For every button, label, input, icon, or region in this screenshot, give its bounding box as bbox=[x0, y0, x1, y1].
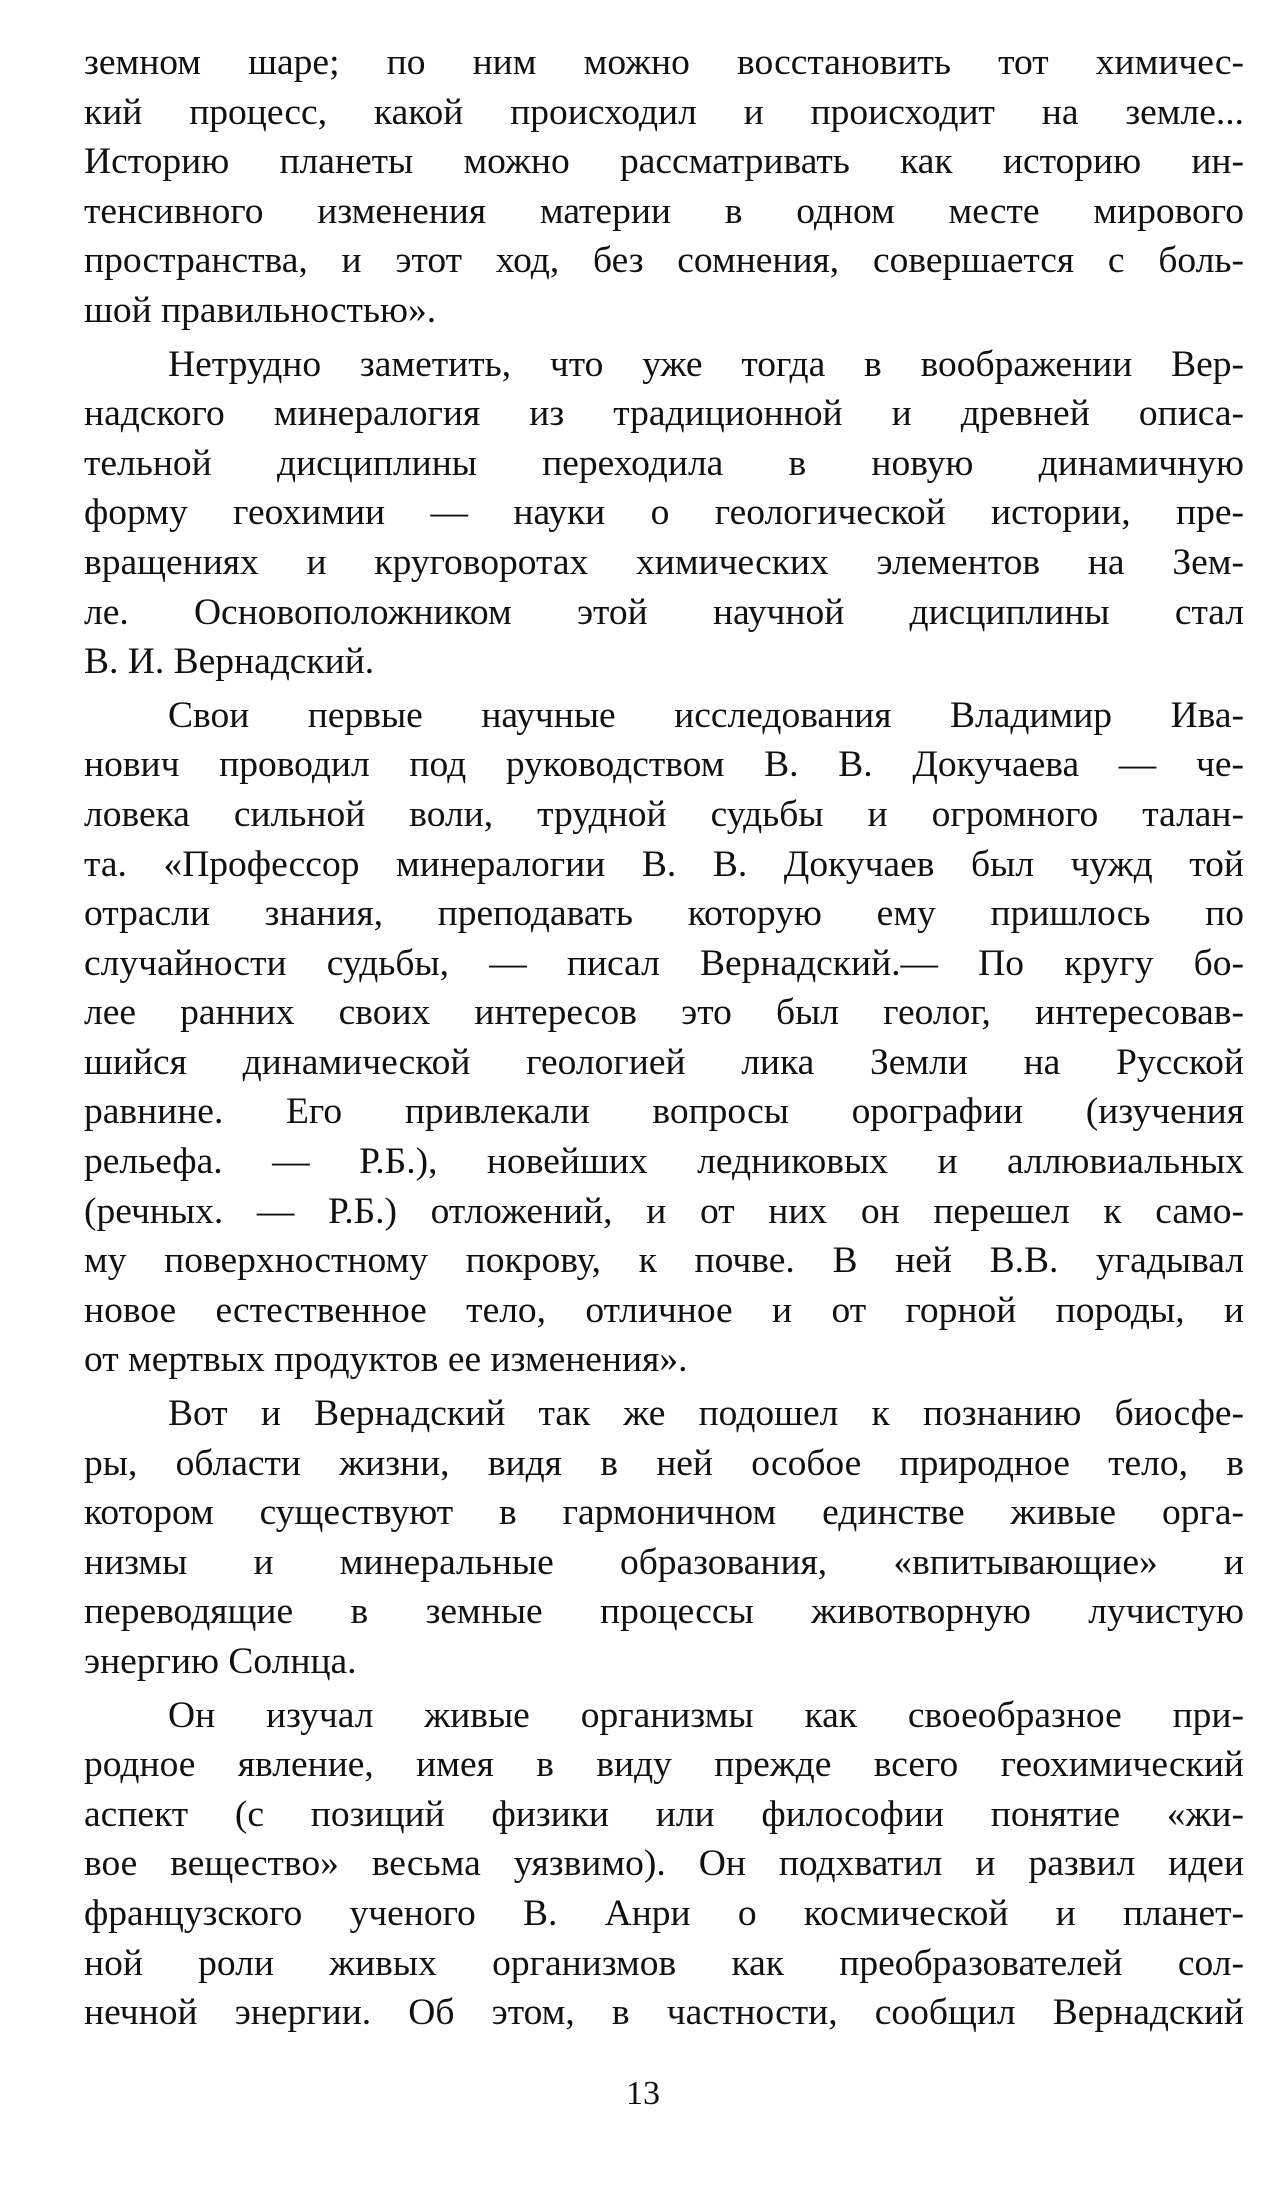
text-line: ры, области жизни, видя в ней особое природное тело, в bbox=[84, 1442, 1244, 1484]
text-line: надского минералогия из традиционной и древней описа- bbox=[84, 393, 1244, 435]
text-line: вое вещество» весьма уязвимо). Он подхватил и развил идеи bbox=[84, 1843, 1244, 1885]
text-line: Он изучал живые организмы как своеобразное при- bbox=[168, 1694, 1244, 1736]
text-line: кий процесс, какой происходил и происходит на земле... bbox=[84, 91, 1244, 133]
paragraph bbox=[84, 1389, 1244, 1687]
text-line: тенсивного изменения материи в одном месте мирового bbox=[84, 190, 1244, 232]
text-line: ной роли живых организмов как преобразователей сол- bbox=[84, 1942, 1244, 1984]
text-line: ловека сильной воли, трудной судьбы и огромного талан- bbox=[84, 793, 1244, 835]
paragraph bbox=[84, 1691, 1244, 2038]
text-line: аспект (с позиций физики или философии понятие «жи- bbox=[84, 1793, 1244, 1835]
text-line: случайности судьбы, — писал Вернадский.— По кругу бо- bbox=[84, 942, 1244, 984]
text-line: рельефа. — Р.Б.), новейших ледниковых и аллювиальных bbox=[84, 1141, 1244, 1183]
text-line: пространства, и этот ход, без сомнения, совершается с боль- bbox=[84, 240, 1244, 282]
text-line: отрасли знания, преподавать которую ему пришлось по bbox=[84, 893, 1244, 935]
text-line: энергию Солнца. bbox=[84, 1641, 357, 1682]
text-line: Нетрудно заметить, что уже тогда в воображении Вер- bbox=[168, 343, 1244, 385]
text-line: низмы и минеральные образования, «впитывающие» и bbox=[84, 1541, 1244, 1583]
text-line: котором существуют в гармоничном единстве живые орга- bbox=[84, 1492, 1244, 1534]
text-line: от мертвых продуктов ее изменения». bbox=[84, 1339, 688, 1381]
text-line: Свои первые научные исследования Владимир Ива- bbox=[168, 694, 1244, 736]
text-line: равнине. Его привлекали вопросы орографии (изучения bbox=[84, 1091, 1244, 1133]
text-line: Историю планеты можно рассматривать как историю ин- bbox=[84, 141, 1244, 183]
page-number: 13 bbox=[626, 2075, 660, 2112]
text-line: шой правильностью». bbox=[84, 289, 437, 331]
text-line: та. «Профессор минералогии В. В. Докучаев был чужд той bbox=[84, 843, 1244, 885]
text-line: (речных. — Р.Б.) отложений, и от них он перешел к само- bbox=[84, 1190, 1244, 1232]
text-line: тельной дисциплины переходила в новую динамичную bbox=[84, 442, 1244, 484]
text-line: лее ранних своих интересов это был геолог, интересовав- bbox=[84, 992, 1244, 1034]
paragraph bbox=[84, 38, 1244, 336]
text-line: новое естественное тело, отличное и от горной породы, и bbox=[84, 1289, 1244, 1331]
text-line: переводящие в земные процессы животворную лучистую bbox=[84, 1591, 1244, 1633]
text-line: родное явление, имея в виду прежде всего геохимический bbox=[84, 1744, 1244, 1786]
text-line: шийся динамической геологией лика Земли на Русской bbox=[84, 1041, 1244, 1083]
text-line: земном шаре; по ним можно восстановить тот химичес- bbox=[84, 42, 1244, 83]
paragraph bbox=[84, 691, 1244, 1385]
text-line: ле. Основоположником этой научной дисциплины стал bbox=[84, 591, 1244, 633]
paragraph bbox=[84, 340, 1244, 687]
page-text bbox=[84, 38, 1244, 2038]
text-line: В. И. Вернадский. bbox=[84, 641, 375, 683]
text-line: форму геохимии — науки о геологической истории, пре- bbox=[84, 492, 1244, 534]
text-line: нович проводил под руководством В. В. Докучаева — че- bbox=[84, 744, 1244, 786]
text-line: французского ученого В. Анри о космической и планет- bbox=[84, 1892, 1244, 1934]
text-line: му поверхностному покрову, к почве. В ней В.В. угадывал bbox=[84, 1240, 1244, 1282]
text-line: вращениях и круговоротах химических элементов на Зем- bbox=[84, 541, 1244, 583]
text-line: Вот и Вернадский так же подошел к познанию биосфе- bbox=[168, 1393, 1244, 1435]
text-line: нечной энергии. Об этом, в частности, сообщил Вернадский bbox=[84, 1992, 1244, 2034]
